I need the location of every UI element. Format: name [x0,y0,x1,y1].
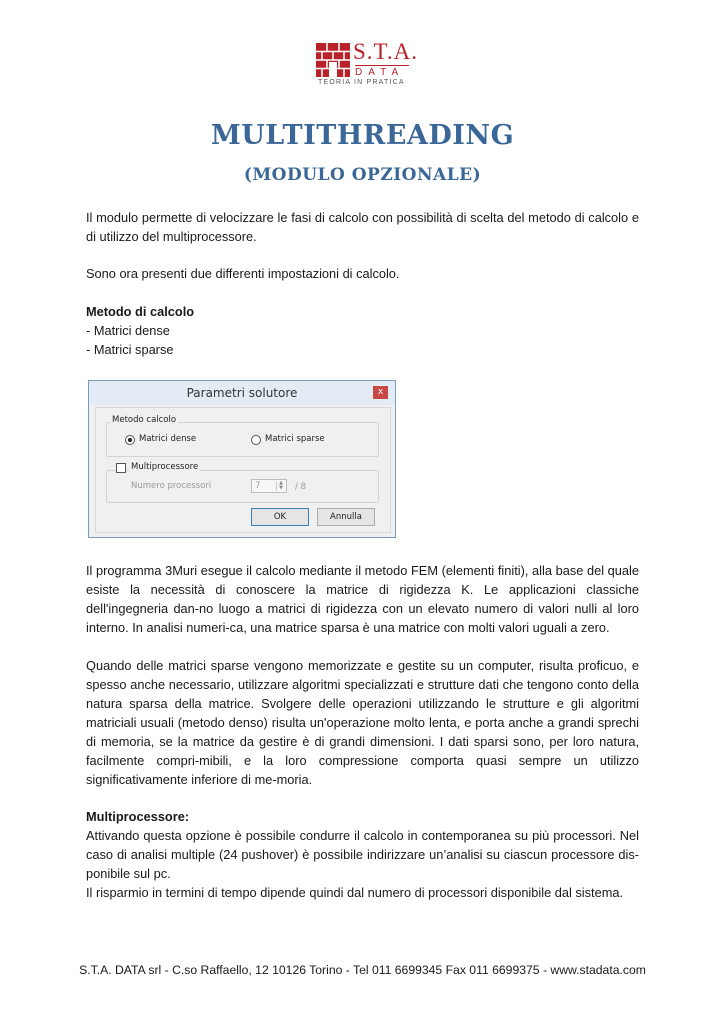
numero-processori-label: Numero processori [131,481,212,491]
brick-wall-logo-icon [316,43,350,77]
multiprocessore-heading: Multiprocessore: [86,809,190,824]
radio-matrici-sparse-label: Matrici sparse [265,434,325,444]
radio-matrici-dense-label: Matrici dense [139,434,197,444]
metodo-heading: Metodo di calcolo [86,304,195,319]
logo-sub: DATA [355,65,409,78]
intro-paragraph-2: Sono ora presenti due differenti impostazioni di calcolo. [86,266,400,281]
annulla-button[interactable]: Annulla [317,508,375,526]
metodo-item-dense: - Matrici dense [86,323,170,338]
intro-paragraph: Il modulo permette di velocizzare le fasi di calcolo con possibilità di scelta del metodo di calcolo e di utilizzo del multiprocessore. [86,210,639,244]
metodo-calcolo-label: Metodo calcolo [112,415,177,425]
radio-matrici-dense[interactable] [125,435,135,445]
ok-button[interactable]: OK [251,508,309,526]
body-paragraph-fem: Il programma 3Muri esegue il calcolo mediante il metodo FEM (elementi finiti), alla base del quale esiste la necessità di conoscere la matrice di rigidezza K. Le applicazioni classiche dell'ingegneria dan-no luogo a matrici di rigidezza con un elevato numero di valori nulli al loro interno. In analisi numeri-ca, una matrice sparsa è una matrice con molti valori uguali a zero. [86,563,639,635]
numero-processori-value: 7 [255,481,261,491]
multiprocessore-label: Multiprocessore [131,462,199,472]
numero-processori-stepper[interactable] [251,479,287,493]
body-paragraph-sparse: Quando delle matrici sparse vengono memorizzate e gestite su un computer, risulta proficuo, e spesso anche necessario, utilizzare algoritmi specializzati e strutture dati che tengono conto della natura sparsa della matrice. Svolgere delle operazioni utilizzando le strutture e gli algoritmi matriciali usuali (metodo denso) risulta un'operazione molto lenta, e porta anche a grandi sprechi di memoria, se la matrice da gestire è di grandi dimensioni. I dati sparsi sono, per loro natura, facilmente compri-mibili, e la loro compressione comporta quasi sempre un utilizzo significativamente inferiore di me-moria. [86,658,639,787]
close-icon[interactable]: x [373,386,388,399]
page-title: MULTITHREADING [210,120,515,151]
multiprocessore-paragraph: Attivando questa opzione è possibile condurre il calcolo in contemporanea su più processori. Nel caso di analisi multiple (24 pushover) è possibile indirizzare un’analisi su ciascun processore dis-ponibile sul pc. [86,828,639,881]
metodo-section [86,302,639,359]
page-footer: S.T.A. DATA srl - C.so Raffaello, 12 10126 Torino - Tel 011 6699345 Fax 011 6699375 - www.stadata.com [79,963,646,977]
page-subtitle: (MODULO OPZIONALE) [243,165,482,185]
company-logo [316,39,418,89]
dialog-title: Parametri solutore [186,386,298,400]
stepper-arrows-icon[interactable]: ▲ ▼ [276,481,285,491]
multiprocessore-checkbox[interactable] [116,463,126,473]
logo-tagline: TEORIA IN PRATICA [318,79,405,86]
parametri-solutore-dialog [88,380,396,538]
radio-matrici-sparse[interactable] [251,435,261,445]
metodo-item-sparse: - Matrici sparse [86,342,174,357]
logo-name: S.T.A. [353,39,418,64]
multiprocessore-paragraph-2: Il risparmio in termini di tempo dipende quindi dal numero di processori disponibile dal sistema. [86,885,624,900]
numero-processori-max: / 8 [295,482,306,492]
